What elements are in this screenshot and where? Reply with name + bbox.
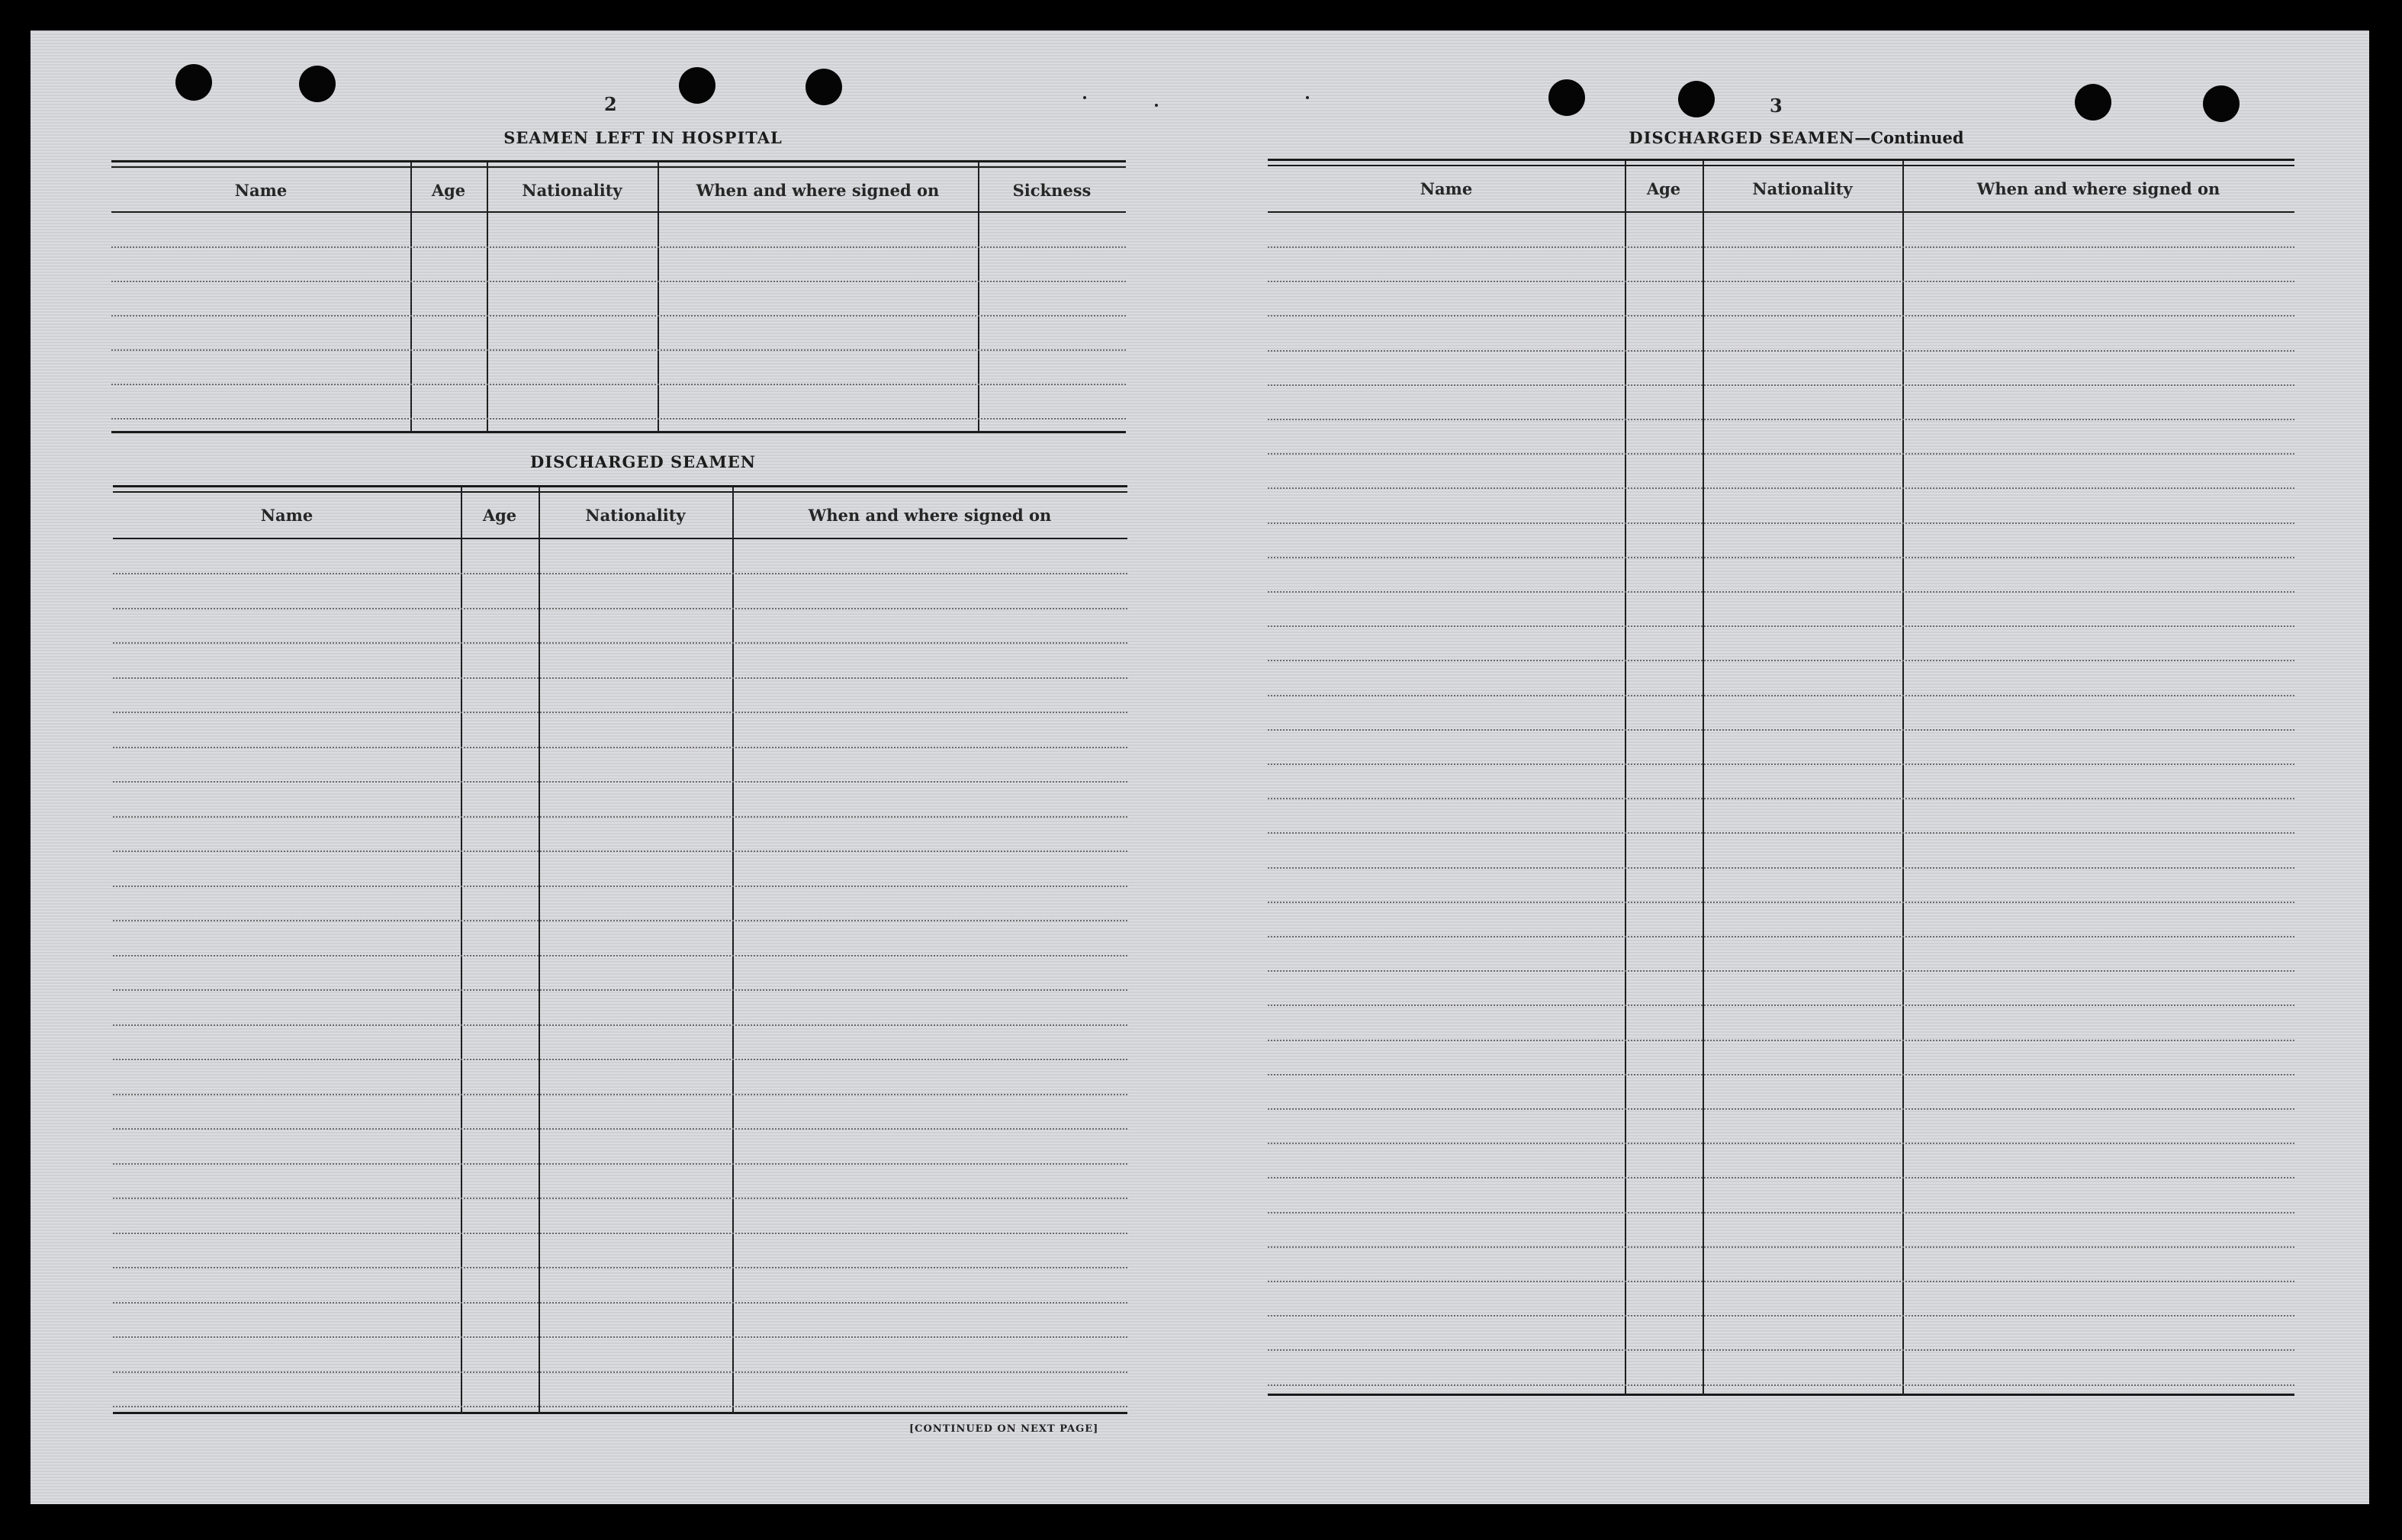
col-header-name: Name	[1420, 179, 1473, 198]
column-separator	[1625, 161, 1626, 1396]
table-row-line	[113, 886, 1127, 887]
column-separator	[410, 162, 412, 433]
paper-speck	[1306, 96, 1309, 99]
table-row-line	[113, 781, 1127, 783]
table-row-line	[113, 1059, 1127, 1060]
table-row-line	[113, 747, 1127, 748]
table-row-line	[1268, 1108, 2294, 1110]
table-row-line	[111, 281, 1126, 282]
table-row-line	[113, 608, 1127, 609]
col-header-age: Age	[482, 506, 517, 525]
table-row-line	[1268, 1349, 2294, 1351]
hospital-table	[111, 160, 1126, 433]
header-rule	[113, 538, 1127, 539]
table-row-line	[113, 1336, 1127, 1338]
discharged-continued-title	[1266, 128, 2326, 147]
column-separator	[978, 162, 979, 433]
table-double-rule	[1268, 165, 2294, 166]
col-header-sickness: Sickness	[1012, 181, 1092, 200]
table-row-line	[111, 315, 1126, 317]
table-row-line	[1268, 522, 2294, 524]
header-rule	[111, 211, 1126, 213]
table-row-line	[111, 349, 1126, 351]
column-separator	[658, 162, 659, 433]
table-row-line	[1268, 453, 2294, 455]
table-row-line	[113, 1198, 1127, 1199]
table-row-line	[1268, 591, 2294, 593]
punch-hole	[175, 64, 212, 101]
table-row-line	[113, 816, 1127, 818]
punch-hole	[1678, 81, 1715, 117]
punch-hole	[2203, 85, 2240, 122]
table-row-line	[1268, 1246, 2294, 1248]
table-row-line	[113, 1094, 1127, 1095]
table-row-line	[113, 1128, 1127, 1130]
column-separator	[461, 487, 462, 1414]
table-row-line	[1268, 867, 2294, 869]
table-row-line	[1268, 1005, 2294, 1006]
col-header-nationality: Nationality	[585, 506, 686, 525]
table-double-rule	[113, 491, 1127, 493]
table-row-line	[1268, 281, 2294, 282]
table-row-line	[1268, 384, 2294, 386]
discharged-table	[113, 485, 1127, 1414]
table-row-line	[1268, 557, 2294, 558]
table-row-line	[1268, 1143, 2294, 1144]
col-header-when-where: When and where signed on	[696, 181, 940, 200]
col-header-when-where: When and where signed on	[1976, 179, 2220, 198]
table-row-line	[1268, 1212, 2294, 1214]
table-row-line	[113, 712, 1127, 713]
table-row-line	[1268, 246, 2294, 248]
table-row-line	[1268, 1281, 2294, 1282]
table-row-line	[1268, 625, 2294, 627]
table-row-line	[1268, 1177, 2294, 1178]
col-header-age: Age	[1646, 179, 1681, 198]
paper-speck	[1083, 96, 1086, 99]
column-separator	[487, 162, 488, 433]
table-row-line	[1268, 729, 2294, 731]
discharged-section-title: DISCHARGED SEAMEN	[530, 452, 756, 471]
table-double-rule	[111, 166, 1126, 168]
table-row-line	[113, 1163, 1127, 1165]
table-row-line	[113, 573, 1127, 574]
table-row-line	[113, 1371, 1127, 1373]
table-row-line	[1268, 764, 2294, 765]
column-separator	[539, 487, 540, 1414]
page-number-right: 3	[1770, 95, 1783, 117]
col-header-name: Name	[234, 181, 288, 200]
col-header-nationality: Nationality	[1752, 179, 1853, 198]
col-header-nationality: Nationality	[522, 181, 622, 200]
table-row-line	[1268, 315, 2294, 317]
column-separator	[732, 487, 734, 1414]
ledger-sheet	[31, 31, 2369, 1504]
table-row-line	[1268, 350, 2294, 352]
table-row-line	[111, 384, 1126, 385]
table-row-line	[1268, 902, 2294, 903]
table-row-line	[111, 246, 1126, 248]
punch-hole	[299, 66, 336, 102]
column-separator	[1902, 161, 1904, 1396]
discharged-continued-table	[1268, 159, 2294, 1396]
table-row-line	[1268, 1074, 2294, 1075]
continued-note: [CONTINUED ON NEXT PAGE]	[909, 1423, 1099, 1435]
table-row-line	[1268, 1040, 2294, 1041]
table-row-line	[1268, 970, 2294, 972]
hospital-section-title: SEAMEN LEFT IN HOSPITAL	[503, 128, 783, 147]
table-row-line	[113, 989, 1127, 991]
table-row-line	[113, 1406, 1127, 1407]
header-rule	[1268, 211, 2294, 213]
table-row-line	[113, 1233, 1127, 1234]
table-row-line	[1268, 936, 2294, 937]
table-row-line	[1268, 419, 2294, 420]
table-row-line	[113, 1024, 1127, 1026]
col-header-age: Age	[431, 181, 466, 200]
page-number-left: 2	[604, 93, 617, 115]
table-row-line	[113, 642, 1127, 644]
table-row-line	[1268, 695, 2294, 696]
paper-speck	[1155, 104, 1158, 107]
table-row-line	[1268, 660, 2294, 661]
table-row-line	[113, 1267, 1127, 1268]
column-separator	[1703, 161, 1704, 1396]
table-row-line	[113, 920, 1127, 921]
punch-hole	[1548, 79, 1585, 116]
table-row-line	[1268, 1315, 2294, 1317]
table-row-line	[113, 850, 1127, 852]
table-row-line	[113, 955, 1127, 956]
table-row-line	[1268, 1384, 2294, 1386]
continued-suffix: —Continued	[1854, 128, 1964, 147]
punch-hole	[679, 67, 715, 104]
table-row-line	[113, 677, 1127, 679]
col-header-when-where: When and where signed on	[808, 506, 1052, 525]
discharged-continued-title-main: DISCHARGED SEAMEN	[1629, 128, 1855, 147]
col-header-name: Name	[260, 506, 314, 525]
table-row-line	[1268, 832, 2294, 834]
table-row-line	[111, 418, 1126, 420]
table-row-line	[1268, 487, 2294, 489]
punch-hole	[2075, 84, 2111, 121]
table-row-line	[113, 1302, 1127, 1304]
table-row-line	[1268, 798, 2294, 799]
punch-hole	[805, 69, 842, 105]
